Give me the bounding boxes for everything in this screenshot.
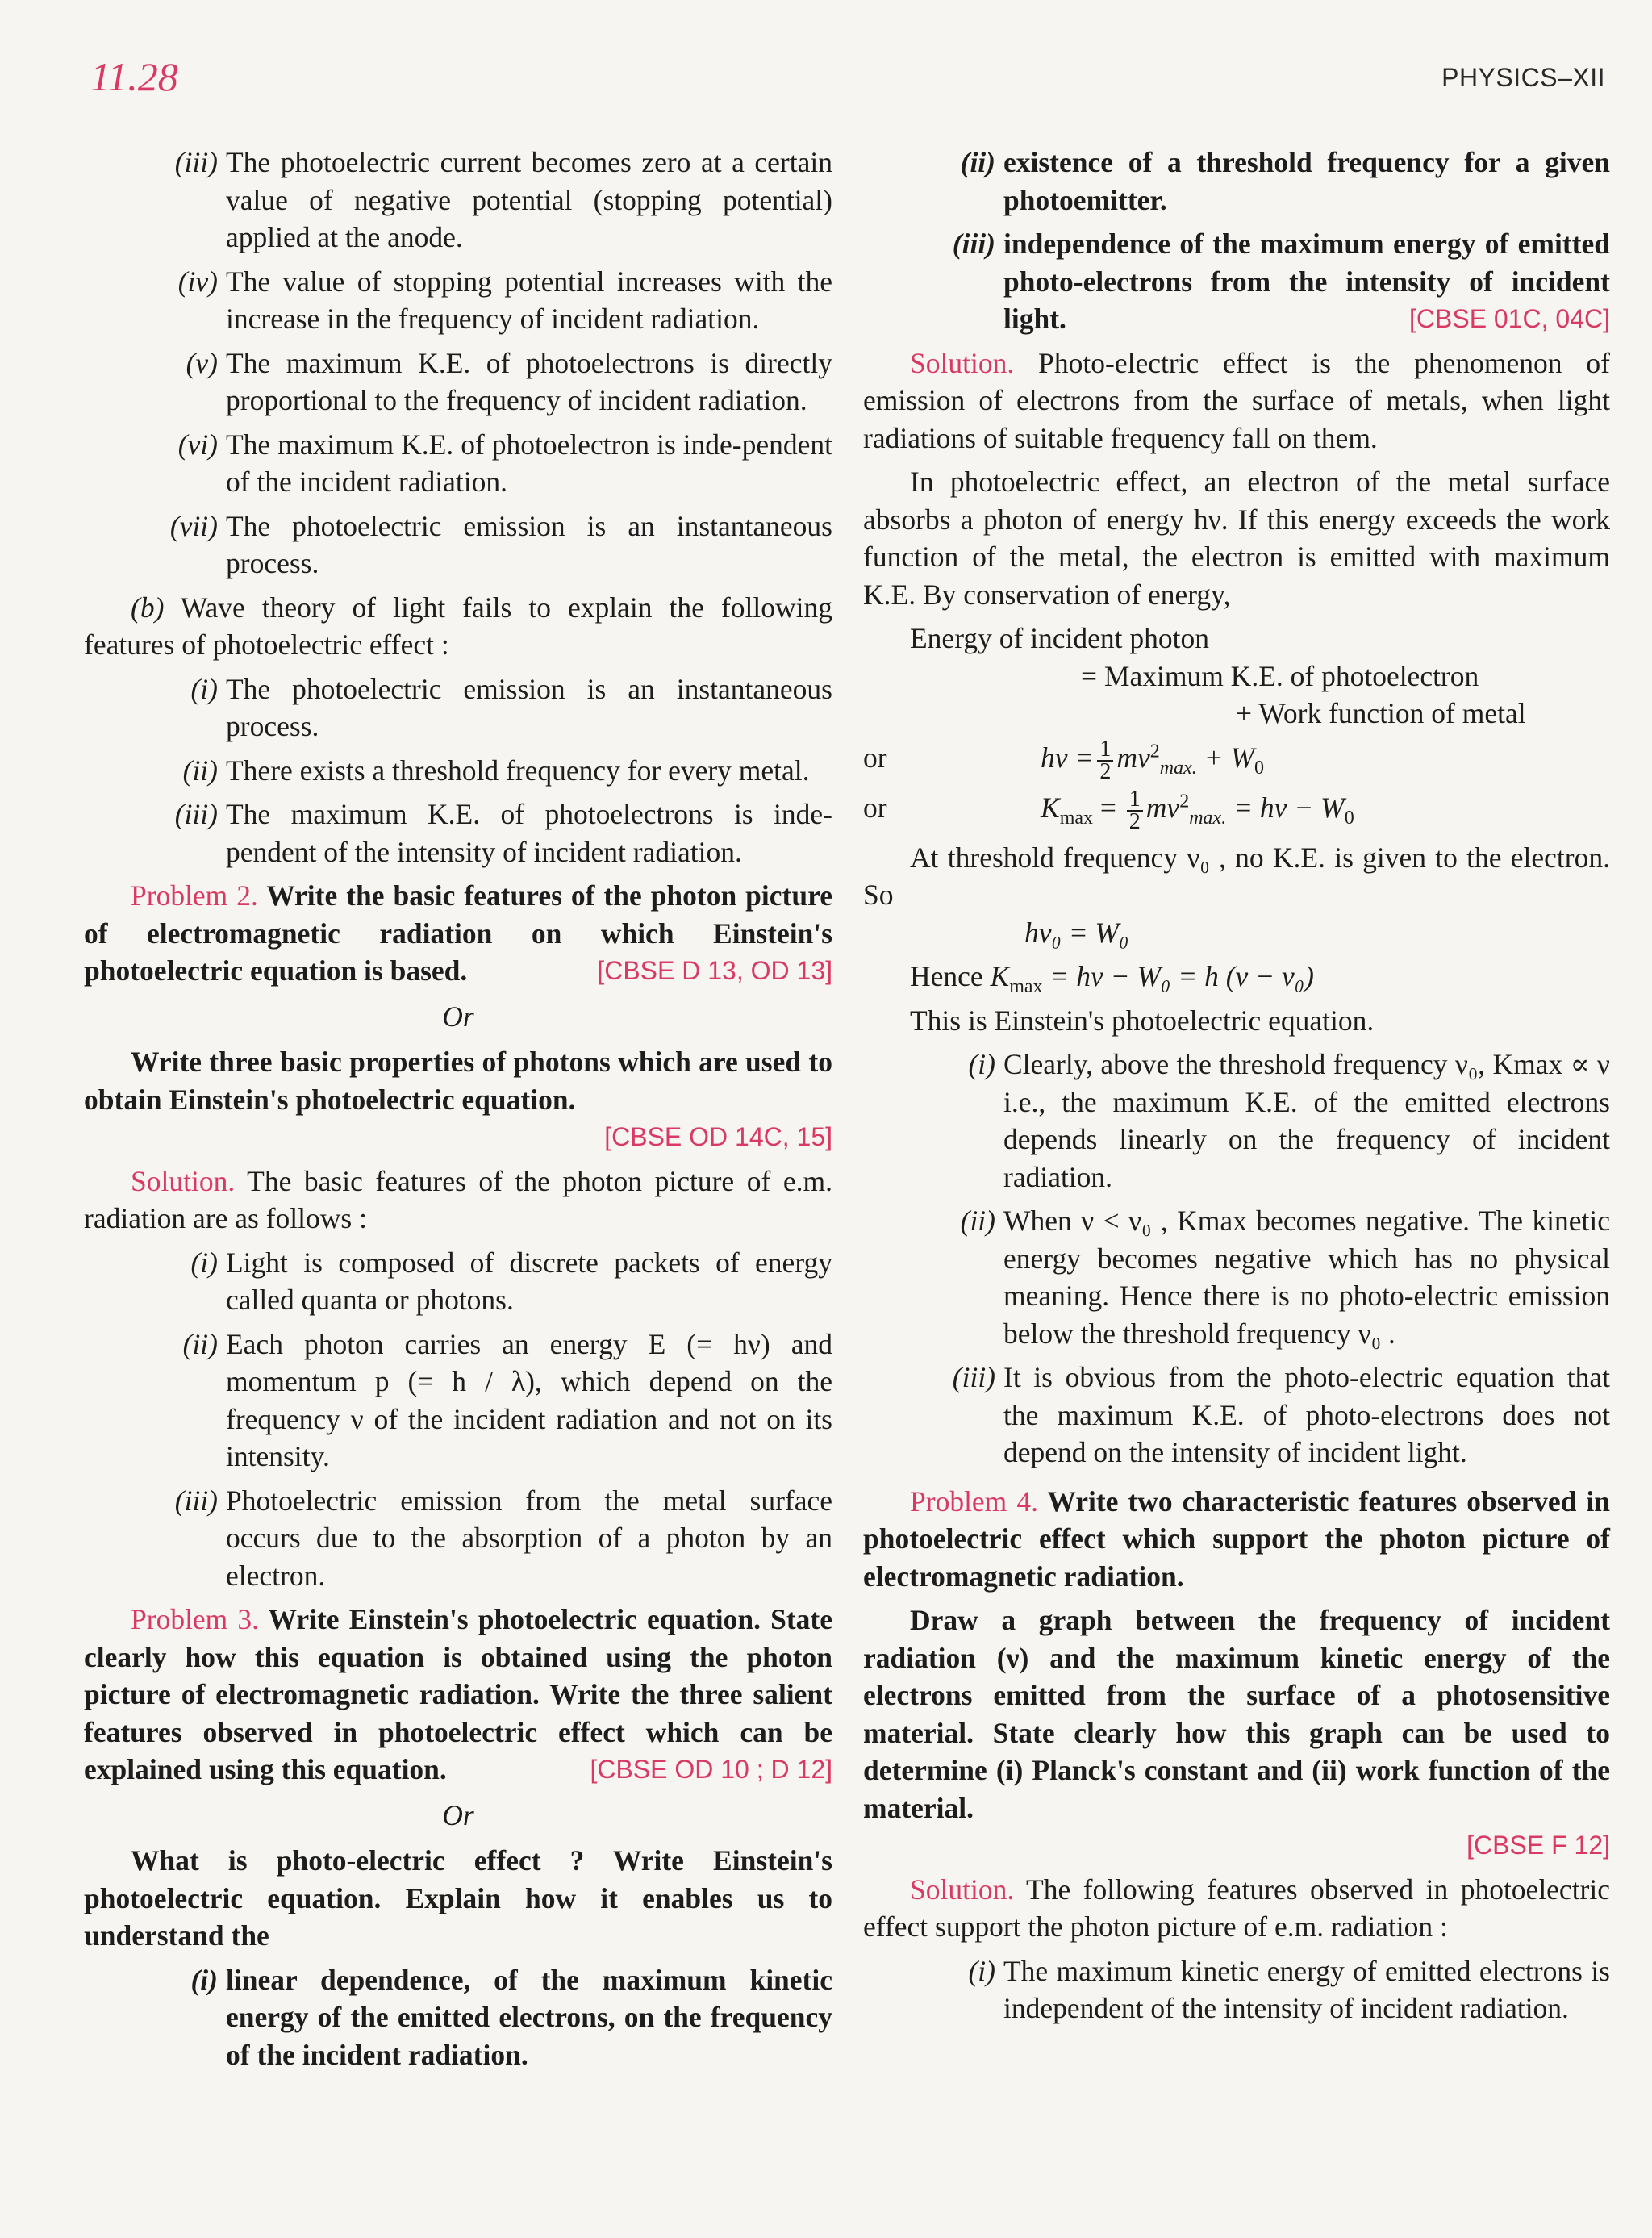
equation-2: or $K_{max}$ = $\frac{1}{2}$ $mv^2_{max.} = h\nu - W_0$: [863, 786, 1354, 834]
right-column: [863, 144, 1610, 2034]
equation-3: hν₀ = W₀: [1024, 916, 1129, 949]
list-photon-support: [863, 1952, 1610, 2027]
list-item: (i) The photoelectric emission is an instantaneous process.: [190, 672, 832, 742]
list-item: (iii) It is obvious from the photo-electric equation that the maximum K.E. of photo-electrons does not depend on the intensity of incident light.: [952, 1361, 1610, 1468]
citation: [CBSE OD 14C, 15]: [604, 1122, 832, 1151]
citation: [CBSE D 13, OD 13]: [597, 956, 832, 985]
solution-label: Solution.: [131, 1164, 236, 1197]
left-column: [84, 144, 832, 2080]
list-item: (iii) The maximum K.E. of photoelectrons is inde-pendent of the intensity of incident radiation.: [174, 798, 832, 868]
solution-4: Solution. The following features observed in photoelectric effect support the photon picture of e.m. radiation :: [863, 1873, 1610, 1943]
list-item: (i) Clearly, above the threshold frequency ν₀, Kmax ∝ ν i.e., the maximum K.E. of the emitted electrons depends linearly on the frequency of incident radiation.: [968, 1048, 1610, 1193]
or-divider: Or: [442, 1798, 474, 1831]
citation: [CBSE 01C, 04C]: [1409, 304, 1610, 333]
list-wave-theory: [84, 670, 832, 871]
problem-label: Problem 3.: [131, 1603, 260, 1635]
list-photon-features: [84, 1244, 832, 1595]
list-item: (ii) There exists a threshold frequency for every metal.: [182, 754, 810, 787]
energy-line: Energy of incident photon: [910, 622, 1210, 654]
list-features-a: [84, 144, 832, 582]
solution-label: Solution.: [910, 346, 1015, 379]
citation: [CBSE F 12]: [1466, 1831, 1610, 1860]
list-item: (iii) independence of the maximum energy of emitted photo-electrons from the intensity of incident light. [CBSE 01C, 04C]: [863, 225, 1610, 338]
problem-2-alternate: Write three basic properties of photons which are used to obtain Einstein's photoelectric equation.: [84, 1046, 832, 1116]
equation-4: Hence $K_{max} = h\nu - W_0 = h$ (ν − ν₀): [910, 960, 1314, 998]
list-item: (ii) Each photon carries an energy E (= hν) and momentum p (= h / λ), which depend on the frequency ν of the incident radiation and not on its intensity.: [182, 1327, 832, 1472]
citation: [CBSE OD 10 ; D 12]: [590, 1755, 832, 1784]
problem-3-alternate: What is photo-electric effect ? Write Einstein's photoelectric equation. Explain how it enables us to understand the: [84, 1844, 832, 1952]
or-divider: Or: [442, 1000, 474, 1033]
list-item: (i) Light is composed of discrete packets of energy called quanta or photons.: [190, 1246, 832, 1316]
list-item: (iii) The photoelectric current becomes zero at a certain value of negative potential (stopping potential) applied at the anode.: [174, 146, 832, 253]
problem-4-alternate: Draw a graph between the frequency of incident radiation (ν) and the maximum kinetic energy of the electrons emitted from the surface of a photosensitive material. State clearly how this graph can be used to determine (i) Planck's constant and (ii) work function of the material.: [863, 1604, 1610, 1824]
equation-1: or hν = $\frac{1}{2}$ $mv^2_{max.} + W_0$: [863, 736, 1265, 784]
list-item: (v) The maximum K.E. of photoelectrons is directly proportional to the frequency of incident radiation.: [186, 346, 832, 416]
problem-4: Problem 4. Write two characteristic features observed in photoelectric effect which support the photon picture of electromagnetic radiation.: [863, 1484, 1610, 1593]
list-problem-3: [84, 1961, 832, 2074]
solution-2: Solution. The basic features of the photon picture of e.m. radiation are as follows :: [84, 1164, 833, 1234]
list-item: (vi) The maximum K.E. of photoelectron is inde-pendent of the incident radiation.: [177, 428, 832, 498]
list-item: (ii) When ν < ν₀ , Kmax becomes negative. The kinetic energy becomes negative which has no physical meaning. Hence there is no photo-electric emission below the threshold frequency ν₀ .: [960, 1205, 1610, 1350]
einstein-line: This is Einstein's photoelectric equation.: [910, 1004, 1375, 1037]
running-head: PHYSICS–XII: [1441, 63, 1605, 92]
solution-3-paragraph: In photoelectric effect, an electron of the metal surface absorbs a photon of energy hν. If this energy exceeds the work function of the metal, the electron is emitted with maximum K.E. By conservation of energy,: [863, 466, 1610, 611]
solution-3: Solution. Photo-electric effect is the phenomenon of emission of electrons from the surface of metals, when light radiations of suitable frequency fall on them.: [863, 346, 1610, 454]
list-item: (i) linear dependence, of the maximum kinetic energy of the emitted electrons, on the frequency of the incident radiation.: [190, 1963, 832, 2071]
list-item: (vii) The photoelectric emission is an instantaneous process.: [169, 509, 832, 579]
list-equation-features: [863, 1046, 1610, 1472]
list-item: (iii) Photoelectric emission from the metal surface occurs due to the absorption of a photon by an electron.: [174, 1484, 832, 1592]
problem-2: Problem 2. Write the basic features of the photon picture of electromagnetic radiation on which Einstein's photoelectric equation is based. [CBSE D 13, OD 13]: [84, 877, 832, 990]
energy-equation-1: = Maximum K.E. of photoelectron: [1081, 659, 1479, 692]
problem-3: Problem 3. Write Einstein's photoelectric equation. State clearly how this equation is obtained using the photon picture of electromagnetic radiation. Write the three salient features observed in photoelectric effect which can be explained using this equation. [CBSE OD 10 ; D 12]: [84, 1601, 832, 1789]
wave-theory-paragraph: (b) Wave theory of light fails to explain the following features of photoelectric effect :: [84, 591, 833, 661]
problem-label: Problem 2.: [131, 879, 258, 912]
page-number: 11.28: [90, 54, 178, 99]
energy-equation-2: + Work function of metal: [1236, 697, 1526, 729]
list-problem-3-cont: [863, 144, 1610, 338]
threshold-paragraph: At threshold frequency ν₀ , no K.E. is given to the electron. So: [863, 841, 1610, 911]
list-item: (iv) The value of stopping potential increases with the increase in the frequency of incident radiation.: [177, 265, 832, 335]
solution-label: Solution.: [910, 1873, 1015, 1906]
list-item: (ii) existence of a threshold frequency for a given photoemitter.: [960, 146, 1610, 216]
list-item: (i) The maximum kinetic energy of emitted electrons is independent of the intensity of incident radiation.: [968, 1954, 1610, 2024]
problem-label: Problem 4.: [910, 1484, 1038, 1518]
